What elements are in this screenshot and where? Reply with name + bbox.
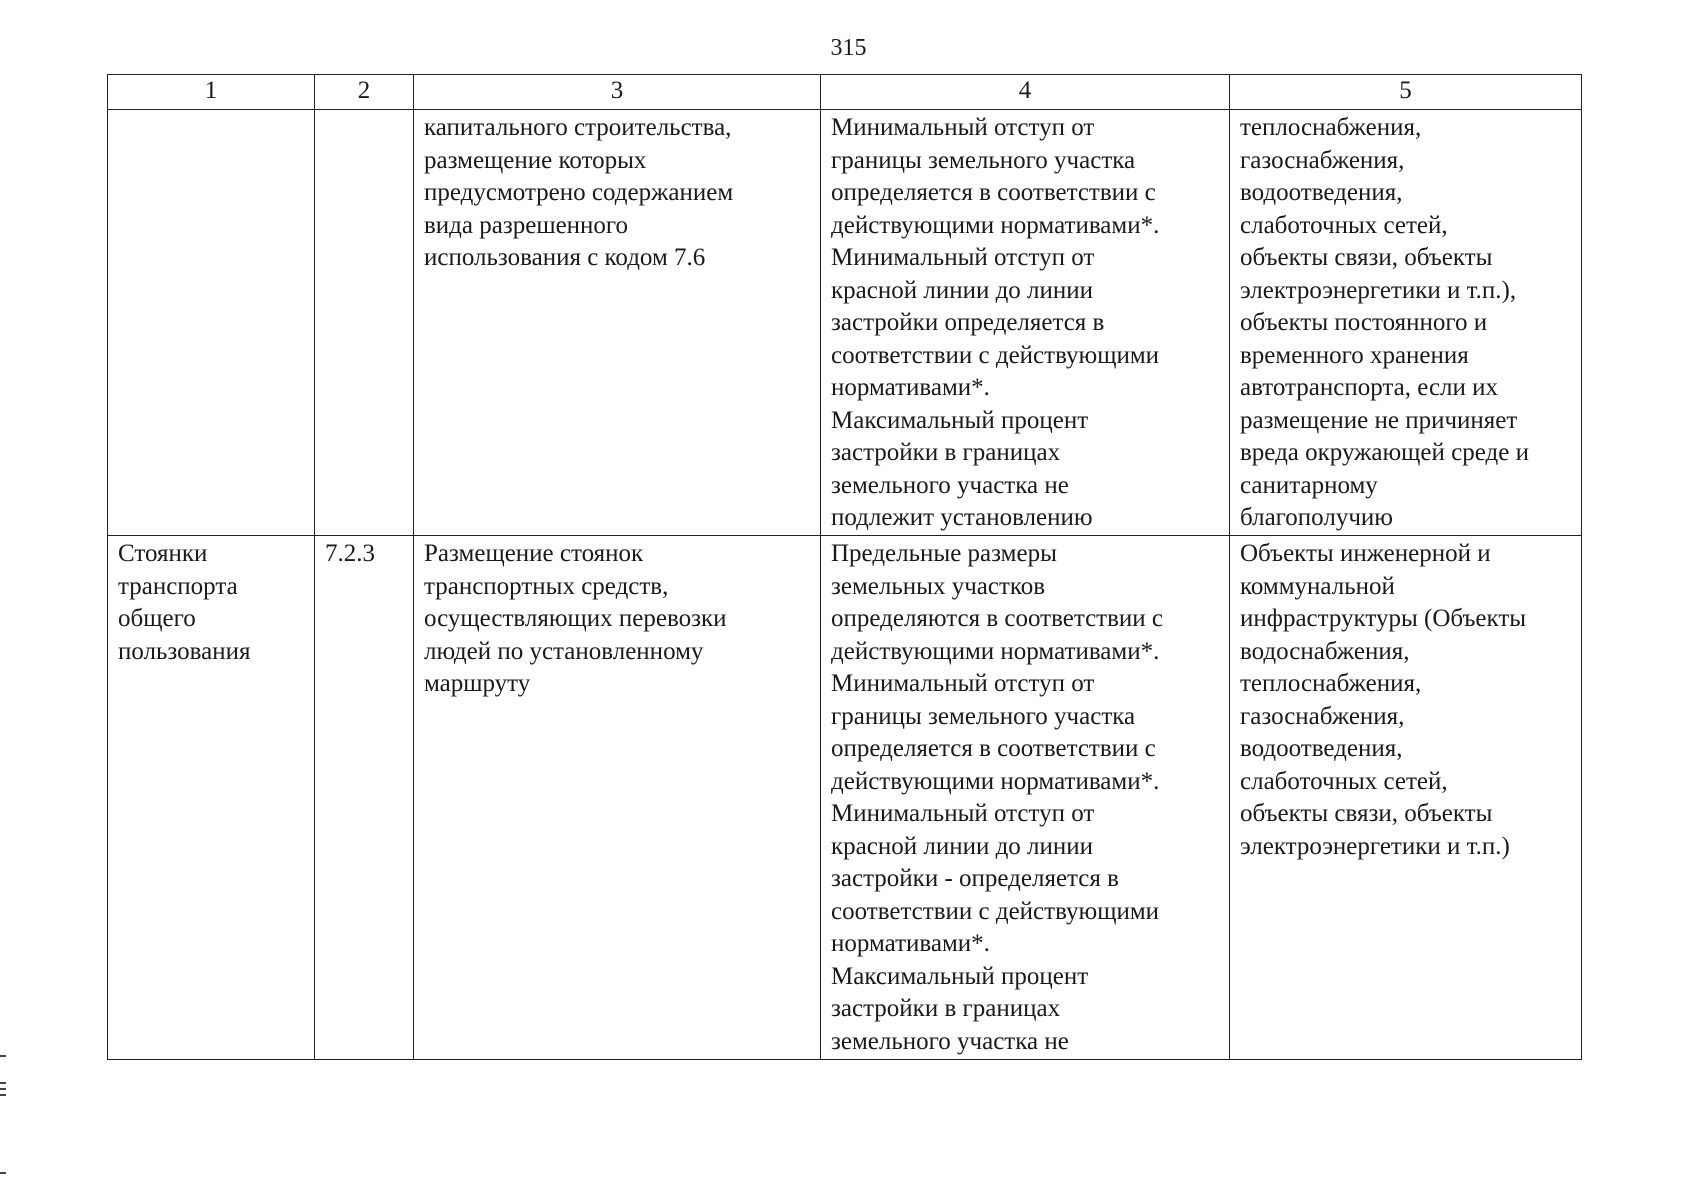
auxiliary-uses-cell: Объекты инженерной и коммунальной инфраструктуры (Объекты водоснабжения, теплоснабжения, газоснабжения, водоотведения, слаботочных сетей, объекты связи, объекты электроэнергетики и т.п.) — [1230, 536, 1582, 1060]
parameters-cell: Минимальный отступ от границы земельного участка определяется в соответствии с действующими нормативами*. Минимальный отступ от красной линии до линии застройки определяется в соответствии с действующими нормативами*. Максимальный процент застройки в границах земельного участка не подлежит установлению — [821, 110, 1230, 536]
use-description-cell: капитального строительства, размещение которых предусмотрено содержанием вида разрешенного использования с кодом 7.6 — [414, 110, 821, 536]
auxiliary-uses-cell: теплоснабжения, газоснабжения, водоотведения, слаботочных сетей, объекты связи, объекты электроэнергетики и т.п.), объекты постоянного и временного хранения автотранспорта, если их размещение не причиняет вреда окружающей среде и санитарному благополучию — [1230, 110, 1582, 536]
table-header-row — [108, 75, 1582, 110]
use-name-cell — [108, 110, 315, 536]
table-row — [108, 110, 1582, 536]
scan-artifact-mark — [0, 1172, 6, 1174]
column-header-5: 5 — [1230, 75, 1582, 110]
use-name-cell: Стоянки транспорта общего пользования — [108, 536, 315, 1060]
parameters-cell: Предельные размеры земельных участков определяются в соответствии с действующими нормативами*. Минимальный отступ от границы земельного участка определяется в соответствии с действующими нормативами*. Минимальный отступ от красной линии до линии застройки - определяется в соответствии с действующими нормативами*. Максимальный процент застройки в границах земельного участка не — [821, 536, 1230, 1060]
zoning-table — [107, 74, 1582, 1060]
column-header-3: 3 — [414, 75, 821, 110]
page-number: 315 — [830, 35, 867, 61]
scan-artifact-mark — [0, 1088, 6, 1090]
use-description-cell: Размещение стоянок транспортных средств, осуществляющих перевозки людей по установленному маршруту — [414, 536, 821, 1060]
use-code-cell — [315, 110, 414, 536]
table-row — [108, 536, 1582, 1060]
column-header-1: 1 — [108, 75, 315, 110]
column-header-2: 2 — [315, 75, 414, 110]
scan-artifact-mark — [0, 1055, 6, 1057]
use-code-cell: 7.2.3 — [315, 536, 414, 1060]
scan-artifact-mark — [0, 1094, 6, 1096]
scan-artifact-mark — [0, 1082, 6, 1084]
column-header-4: 4 — [821, 75, 1230, 110]
